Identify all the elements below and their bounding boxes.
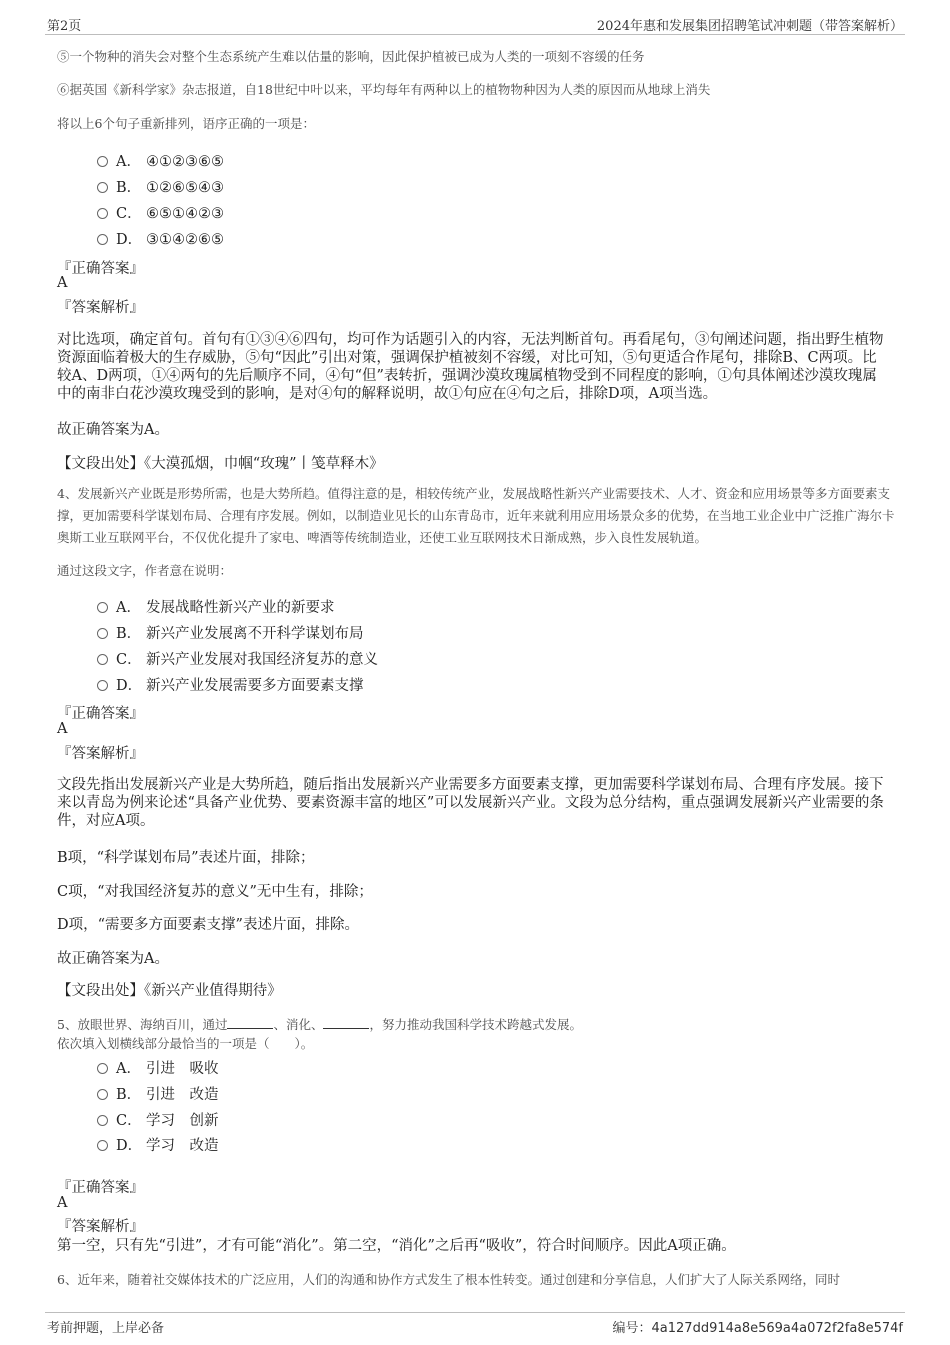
q5-option-a[interactable]: A． 引进 吸收 bbox=[97, 1057, 219, 1078]
q5-question: 依次填入划横线部分最恰当的一项是（ ）。 bbox=[57, 1036, 314, 1051]
q3-option-a[interactable]: A． ④①②③⑥⑤ bbox=[97, 150, 224, 171]
q4-analysis-label: 『答案解析』 bbox=[57, 746, 144, 762]
footer-slogan: 考前押题，上岸必备 bbox=[47, 1321, 165, 1336]
q4-answer: A bbox=[57, 721, 68, 737]
q4-source: 【文段出处】《新兴产业值得期待》 bbox=[57, 983, 282, 999]
radio-icon[interactable] bbox=[97, 1140, 108, 1151]
radio-icon[interactable] bbox=[97, 1089, 108, 1100]
q4-option-d[interactable]: D． 新兴产业发展需要多方面要素支撑 bbox=[97, 674, 364, 695]
q3-option-d[interactable]: D． ③①④②⑥⑤ bbox=[97, 228, 224, 249]
q4-option-a[interactable]: A． 发展战略性新兴产业的新要求 bbox=[97, 596, 335, 617]
radio-icon[interactable] bbox=[97, 654, 108, 665]
q6-stem: 6、近年来，随着社交媒体技术的广泛应用，人们的沟通和协作方式发生了根本性转变。通过创建和分享信息，人们扩大了人际关系网络，同时 bbox=[57, 1272, 840, 1287]
q3-analysis-label: 『答案解析』 bbox=[57, 300, 144, 316]
q5-option-b[interactable]: B． 引进 改造 bbox=[97, 1083, 219, 1104]
q4-option-c-note: C项，“对我国经济复苏的意义”无中生有，排除； bbox=[57, 884, 373, 900]
page-number: 第2页 bbox=[47, 19, 82, 34]
blank-1 bbox=[227, 1018, 273, 1029]
q4-stem: 4、发展新兴产业既是形势所需，也是大势所趋。值得注意的是，相较传统产业，发展战略性新兴产业需要技术、人才、资金和应用场景等多方面要素支撑，更加需要科学谋划布局、合理有序发展。例如，以制造业见长的山东青岛市，近年来就利用应用场景众多的优势，在当地工业企业中广泛推广海尔卡奥斯工业互联网平台，不仅优化提升了家电、啤酒等传统制造业，还使工业互联网技术日渐成熟，步入良性发展轨道。 bbox=[57, 486, 895, 545]
radio-icon[interactable] bbox=[97, 156, 108, 167]
q4-conclusion: 故正确答案为A。 bbox=[57, 951, 169, 967]
q5-option-c[interactable]: C． 学习 创新 bbox=[97, 1109, 219, 1130]
q4-option-d-note: D项，“需要多方面要素支撑”表述片面，排除。 bbox=[57, 917, 359, 933]
radio-icon[interactable] bbox=[97, 628, 108, 639]
q3-answer: A bbox=[57, 275, 68, 291]
q5-answer-label: 『正确答案』 bbox=[57, 1180, 144, 1196]
q4-option-b[interactable]: B． 新兴产业发展离不开科学谋划布局 bbox=[97, 622, 364, 643]
radio-icon[interactable] bbox=[97, 1063, 108, 1074]
q3-option-b[interactable]: B． ①②⑥⑤④③ bbox=[97, 176, 224, 197]
q3-sentence-5: ⑤一个物种的消失会对整个生态系统产生难以估量的影响，因此保护植被已成为人类的一项刻不容缓的任务 bbox=[57, 49, 645, 64]
q3-answer-label: 『正确答案』 bbox=[57, 261, 144, 277]
q3-source: 【文段出处】《大漠孤烟，巾帼“玫瑰”丨笺草释木》 bbox=[57, 456, 384, 472]
page-header bbox=[45, 12, 905, 35]
radio-icon[interactable] bbox=[97, 602, 108, 613]
q5-stem: 5、放眼世界、海纳百川，通过 、消化、 ，努力推动我国科学技术跨越式发展。 bbox=[57, 1017, 582, 1032]
document-code: 编号：4a127dd914a8e569a4a072f2fa8e574f bbox=[612, 1321, 903, 1336]
q3-conclusion: 故正确答案为A。 bbox=[57, 422, 169, 438]
q4-question: 通过这段文字，作者意在说明： bbox=[57, 563, 233, 578]
q4-option-c[interactable]: C． 新兴产业发展对我国经济复苏的意义 bbox=[97, 648, 378, 669]
radio-icon[interactable] bbox=[97, 208, 108, 219]
q3-question: 将以上6个句子重新排列，语序正确的一项是： bbox=[57, 116, 315, 131]
radio-icon[interactable] bbox=[97, 182, 108, 193]
q5-analysis-label: 『答案解析』 bbox=[57, 1219, 144, 1235]
q3-option-c[interactable]: C． ⑥⑤①④②③ bbox=[97, 202, 224, 223]
radio-icon[interactable] bbox=[97, 1115, 108, 1126]
blank-2 bbox=[323, 1018, 369, 1029]
q4-analysis: 文段先指出发展新兴产业是大势所趋，随后指出发展新兴产业需要多方面要素支撑，更加需要科学谋划布局、合理有序发展。接下来以青岛为例来论述“具备产业优势、要素资源丰富的地区”可以发展新兴产业。文段为总分结构，重点强调发展新兴产业需要的条件，对应A项。 bbox=[57, 777, 884, 829]
radio-icon[interactable] bbox=[97, 234, 108, 245]
q5-answer: A bbox=[57, 1195, 68, 1211]
document-title: 2024年惠和发展集团招聘笔试冲刺题（带答案解析） bbox=[596, 19, 903, 34]
q5-analysis: 第一空，只有先“引进”，才有可能“消化”。第二空，“消化”之后再“吸收”，符合时间顺序。因此A项正确。 bbox=[57, 1238, 736, 1254]
q3-sentence-6: ⑥据英国《新科学家》杂志报道，自18世纪中叶以来，平均每年有两种以上的植物物种因为人类的原因而从地球上消失 bbox=[57, 82, 711, 97]
q5-option-d[interactable]: D． 学习 改造 bbox=[97, 1134, 219, 1155]
q4-option-b-note: B项，“科学谋划布局”表述片面，排除； bbox=[57, 850, 315, 866]
radio-icon[interactable] bbox=[97, 680, 108, 691]
q4-answer-label: 『正确答案』 bbox=[57, 706, 144, 722]
page-footer bbox=[45, 1312, 905, 1335]
q3-analysis: 对比选项，确定首句。首句有①③④⑥四句，均可作为话题引入的内容，无法判断首句。再看尾句，③句阐述问题，指出野生植物资源面临着极大的生存威胁，⑤句“因此”引出对策，强调保护植被刻不容缓，对比可知，⑤句更适合作尾句，排除B、C两项。比较A、D两项，①④两句的先后顺序不同，④句“但”表转折，强调沙漠玫瑰属植物受到不同程度的影响，①句具体阐述沙漠玫瑰属中的南非白花沙漠玫瑰受到的影响，是对④句的解释说明，故①句应在④句之后，排除D项，A项当选。 bbox=[57, 332, 884, 402]
